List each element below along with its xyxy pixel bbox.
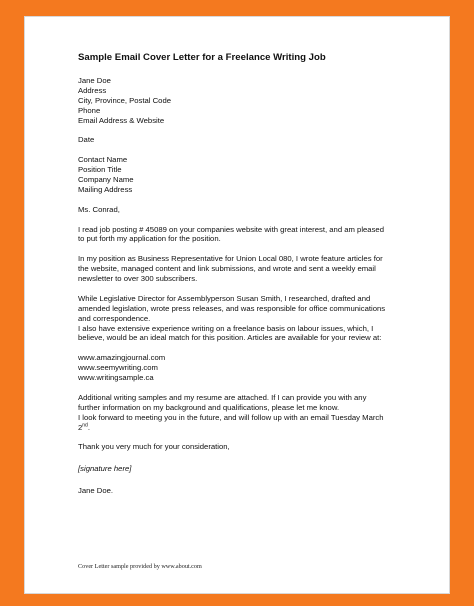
- paragraph-3: [78, 294, 433, 344]
- sentence-end: .: [87, 422, 90, 432]
- paragraph-2-line: newsletter to over 300 subscribers.: [78, 274, 198, 284]
- paragraph-1: [78, 225, 433, 245]
- paragraph-2-line: the website, managed content and link submissions, and wrote and sent a weekly email: [78, 264, 376, 274]
- paragraph-3-line: and correspondence.: [78, 313, 151, 323]
- recipient-company: Company Name: [78, 175, 134, 185]
- footer-credit: Cover Letter sample provided by www.about.com: [78, 563, 202, 570]
- letter-title: Sample Email Cover Letter for a Freelance Writing Job: [78, 52, 326, 63]
- sender-city: City, Province, Postal Code: [78, 95, 171, 105]
- paragraph-2: [78, 254, 433, 284]
- letter-body: [78, 52, 433, 506]
- links-list: [78, 353, 433, 383]
- paragraph-3-line: I also have extensive experience writing on a freelance basis on labour issues, which, I: [78, 323, 374, 333]
- paragraph-4-line: Additional writing samples and my resume are attached. If I can provide you with any: [78, 392, 367, 402]
- salutation: Ms. Conrad,: [78, 204, 120, 214]
- paragraph-3-line: While Legislative Director for Assemblyperson Susan Smith, I researched, drafted and: [78, 293, 371, 303]
- paragraph-2-line: In my position as Business Representative for Union Local 080, I wrote feature articles for: [78, 254, 383, 264]
- paragraph-1-line: to put forth my application for the position.: [78, 234, 221, 244]
- paragraph-4-last-line: [78, 423, 433, 433]
- sender-email: Email Address & Website: [78, 115, 165, 125]
- signature-placeholder: [signature here]: [78, 464, 132, 474]
- letter-page: [24, 16, 450, 594]
- sender-address: Address: [78, 85, 107, 95]
- link-item[interactable]: www.amazingjournal.com: [78, 353, 166, 363]
- paragraph-4-line: I look forward to meeting you in the future, and will follow up with an email Tuesday March: [78, 412, 384, 422]
- paragraph-3-line: amended legislation, wrote press releases, and was responsible for office communications: [78, 303, 386, 313]
- link-item[interactable]: www.writingsample.ca: [78, 373, 154, 383]
- recipient-address: Mailing Address: [78, 184, 133, 194]
- paragraph-4: [78, 393, 433, 433]
- sender-phone: Phone: [78, 105, 101, 115]
- signer-name: Jane Doe.: [78, 486, 114, 496]
- recipient-block: [78, 155, 433, 195]
- sender-name: Jane Doe: [78, 76, 111, 85]
- closing: Thank you very much for your consideration,: [78, 442, 230, 452]
- link-item[interactable]: www.seemywriting.com: [78, 363, 158, 373]
- date-day: 2: [78, 422, 83, 432]
- paragraph-3-line: believe, would be an ideal match for this position. Articles are available for your review at:: [78, 333, 382, 343]
- paragraph-1-line: I read job posting # 45089 on your companies website with great interest, and am pleased: [78, 224, 384, 234]
- recipient-title: Position Title: [78, 165, 122, 175]
- recipient-contact: Contact Name: [78, 155, 128, 165]
- paragraph-4-line: further information on my background and qualifications, please let me know.: [78, 402, 340, 412]
- date-line: Date: [78, 135, 95, 145]
- sender-block: [78, 76, 433, 126]
- date-suffix: nd: [82, 422, 88, 429]
